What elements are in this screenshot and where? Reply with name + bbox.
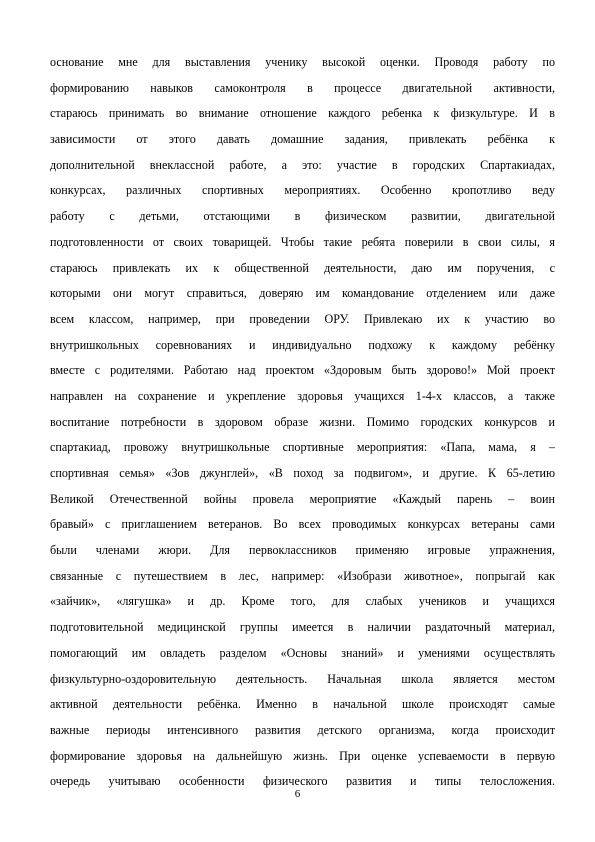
text-line: бравый» с приглашением ветеранов. Во всех проводимых конкурсах ветераны сами [50,517,555,532]
text-line: спортивная семья» «Зов джунглей», «В поход за подвигом», и другие. К 65-летию [50,466,555,480]
text-line: Великой Отечественной войны провела мероприятие «Каждый парень – воин [50,491,555,506]
text-line: стараюсь привлекать их к общественной деятельности, даю им поручения, с [50,260,555,275]
body-text [50,50,555,795]
text-line: помогающий им овладеть разделом «Основы знаний» и умениями осуществлять [50,645,555,660]
text-line: «зайчик», «лягушка» и др. Кроме того, для слабых учеников и учащихся [50,594,555,609]
text-line: которыми они могут справиться, доверяю им командование отделением или даже [50,286,555,301]
text-line: физкультурно-оздоровительную деятельность. Начальная школа является местом [50,671,555,686]
text-line: очередь учитываю особенности физического развития и типы телосложения. [50,774,555,789]
text-line: дополнительной внеклассной работе, а это: участие в городских Спартакиадах, [50,157,555,172]
text-line: важные периоды интенсивного развития детского организма, когда происходит [50,722,555,737]
text-line: основание мне для выставления ученику высокой оценки. Проводя работу по [50,55,555,69]
text-line: зависимости от этого давать домашние задания, привлекать ребёнка к [50,132,555,147]
text-line: конкурсах, различных спортивных мероприятиях. Особенно кропотливо веду [50,183,555,198]
text-line: подготовленности от своих товарищей. Чтобы такие ребята поверили в свои силы, я [50,234,555,249]
text-line: спартакиад, провожу внутришкольные спортивные мероприятия: «Папа, мама, я – [50,440,555,455]
text-line: вместе с родителями. Работаю над проектом «Здоровым быть здорово!» Мой проект [50,363,555,378]
text-line: направлен на сохранение и укрепление здоровья учащихся 1-4-х классов, а также [50,388,555,403]
text-line: воспитание потребности в здоровом образе жизни. Помимо городских конкурсов и [50,414,555,429]
text-line: связанные с путешествием в лес, например: «Изобрази животное», попрыгай как [50,568,555,583]
text-line: формированию навыков самоконтроля в процессе двигательной активности, [50,80,555,95]
text-line: формирование здоровья на дальнейшую жизнь. При оценке успеваемости в первую [50,748,555,763]
text-line: были членами жюри. Для первоклассников применяю игровые упражнения, [50,543,555,558]
text-line: активной деятельности ребёнка. Именно в начальной школе происходят самые [50,697,555,712]
text-line: внутришкольных соревнованиях и индивидуально подхожу к каждому ребёнку [50,337,555,352]
text-line: работу с детьми, отстающими в физическом развитии, двигательной [50,209,555,224]
text-line: подготовительной медицинской группы имеется в наличии раздаточный материал, [50,620,555,635]
text-line: стараюсь принимать во внимание отношение каждого ребенка к физкультуре. И в [50,106,555,121]
page-number: 6 [294,788,301,800]
text-line: всем классом, например, при проведении ОРУ. Привлекаю их к участию во [50,311,555,326]
